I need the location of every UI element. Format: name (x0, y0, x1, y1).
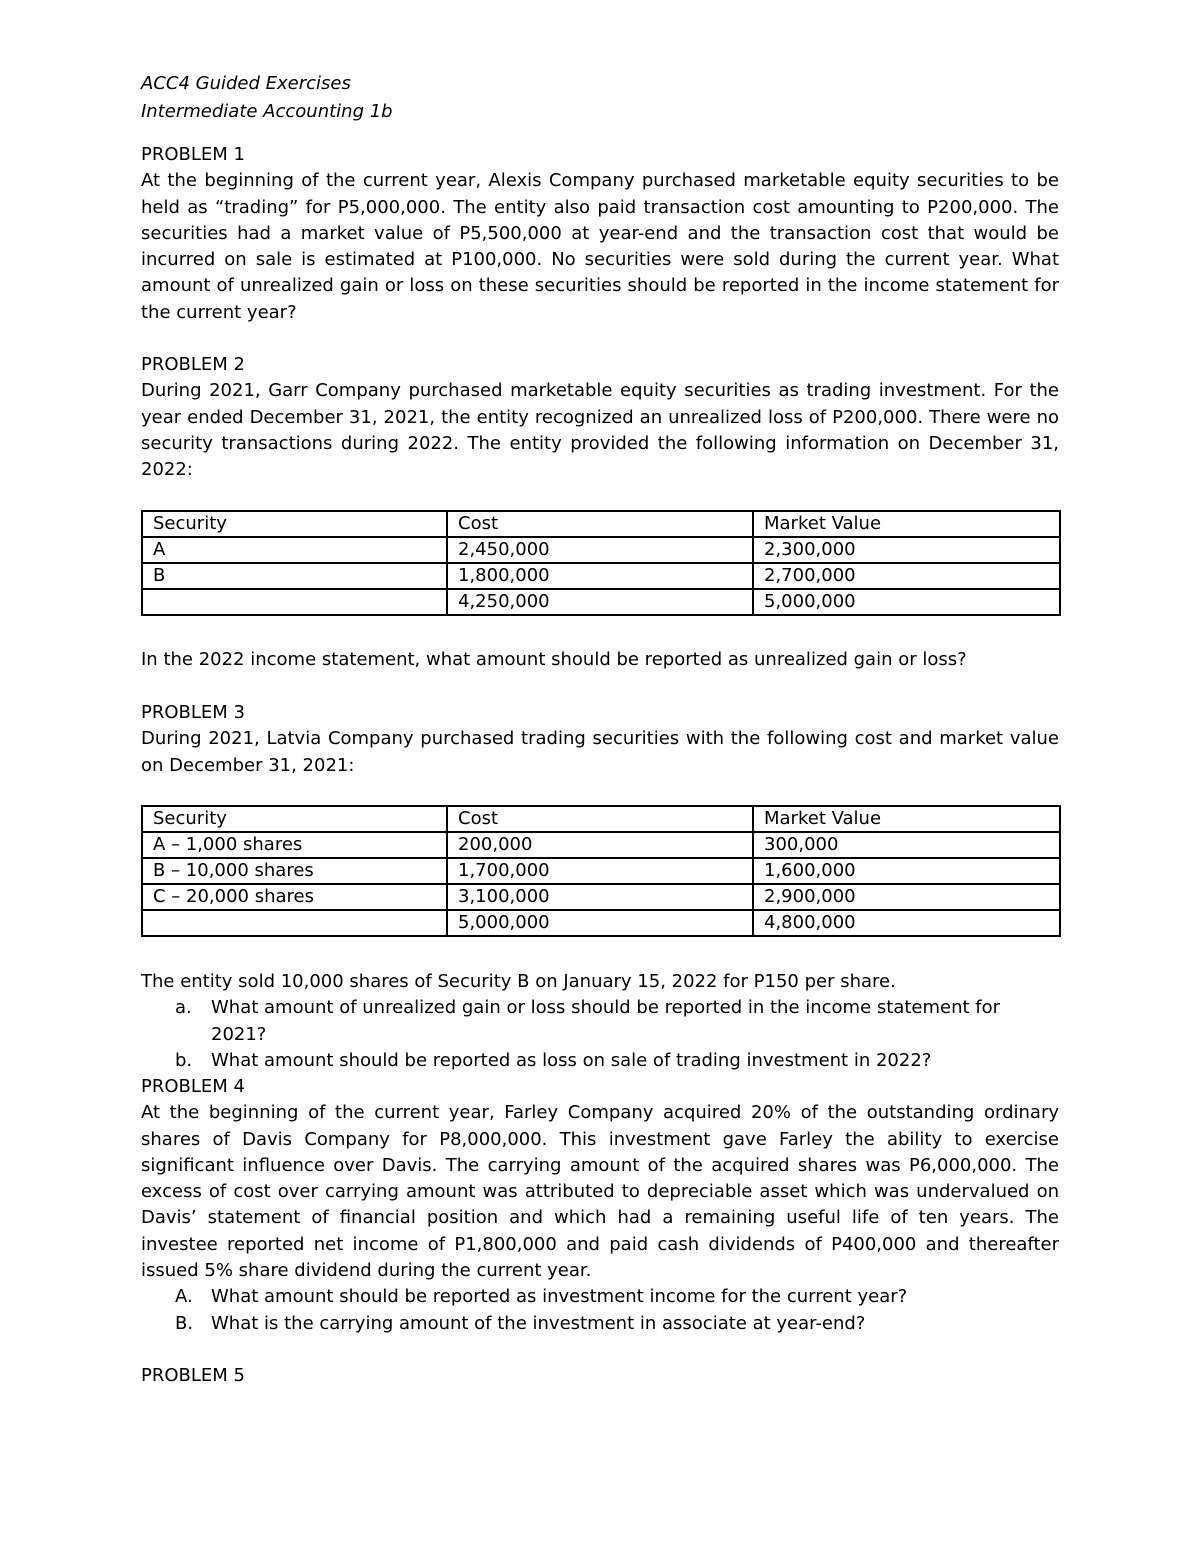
problem-4-text: At the beginning of the current year, Farley Company acquired 20% of the outstanding ordinary shares of Davis Company for P8,000,000. This investment gave Farley the ability to exercise significant influence over Davis. The carrying amount of the acquired shares was P6,000,000. The excess of cost over carrying amount was attributed to depreciable asset which was undervalued on Davis’ statement of financial position and which had a remaining useful life of ten years. The investee reported net income of P1,800,000 and paid cash dividends of P400,000 and thereafter issued 5% share dividend during the current year. (141, 1102, 1059, 1282)
table-cell: 2,300,000 (753, 537, 1060, 563)
list-marker: B. (175, 1312, 194, 1334)
problem-3-sale-text: The entity sold 10,000 shares of Security B on January 15, 2022 for P150 per share. (141, 971, 896, 992)
problem-1 (141, 142, 1059, 326)
table-cell: 1,600,000 (753, 858, 1060, 884)
list-marker: a. (175, 997, 192, 1019)
document-title: ACC4 Guided Exercises (141, 73, 351, 94)
table-header-cell: Cost (447, 806, 753, 832)
table-row (142, 858, 1060, 884)
problem-2-text: During 2021, Garr Company purchased marketable equity securities as trading investment. For the year ended December 31, 2021, the entity recognized an unrealized loss of P200,000. There were no security transactions during 2022. The entity provided the following information on December 31, 2022: (141, 380, 1059, 481)
question-text: What is the carrying amount of the investment in associate at year-end? (211, 1312, 866, 1334)
table-cell: C – 20,000 shares (142, 884, 447, 910)
list-marker: b. (175, 1049, 193, 1071)
problem-3-table (141, 805, 1061, 937)
problem-4-heading: PROBLEM 4 (141, 1076, 245, 1097)
list-item (141, 995, 1059, 1048)
table-header-row (142, 806, 1060, 832)
table-total-row (142, 910, 1060, 936)
table-cell: B (142, 563, 447, 589)
problem-3-text: During 2021, Latvia Company purchased trading securities with the following cost and market value on December 31, 2021: (141, 728, 1059, 776)
problem-2 (141, 352, 1059, 483)
table-cell: 5,000,000 (753, 589, 1060, 615)
table-header-cell: Cost (447, 511, 753, 537)
list-marker: A. (175, 1286, 193, 1308)
table-row (142, 884, 1060, 910)
table-row (142, 537, 1060, 563)
problem-2-question: In the 2022 income statement, what amount should be reported as unrealized gain or loss? (141, 649, 967, 670)
question-text: What amount should be reported as loss on sale of trading investment in 2022? (211, 1049, 932, 1071)
table-cell: A – 1,000 shares (142, 832, 447, 858)
question-text: What amount should be reported as investment income for the current year? (211, 1286, 908, 1308)
table-cell: 4,800,000 (753, 910, 1060, 936)
question-text: What amount of unrealized gain or loss should be reported in the income statement for 2021? (211, 997, 1001, 1045)
list-item (141, 1048, 1059, 1074)
problem-3 (141, 700, 1059, 779)
problem-3-questions (141, 995, 1059, 1074)
problem-2-heading: PROBLEM 2 (141, 354, 245, 375)
problem-5-heading: PROBLEM 5 (141, 1365, 245, 1386)
problem-5 (141, 1363, 1059, 1389)
problem-1-heading: PROBLEM 1 (141, 144, 245, 165)
table-header-cell: Security (142, 806, 447, 832)
table-cell: 5,000,000 (447, 910, 753, 936)
problem-4 (141, 1074, 1059, 1337)
table-cell: 1,700,000 (447, 858, 753, 884)
table-cell: 2,700,000 (753, 563, 1060, 589)
table-header-cell: Market Value (753, 806, 1060, 832)
table-cell: 2,900,000 (753, 884, 1060, 910)
table-cell: 4,250,000 (447, 589, 753, 615)
table-cell (142, 910, 447, 936)
table-header-cell: Security (142, 511, 447, 537)
document-header (141, 70, 1059, 126)
problem-4-questions (141, 1284, 1059, 1337)
table-cell: 1,800,000 (447, 563, 753, 589)
problem-3-after (141, 969, 1059, 1074)
problem-2-table (141, 510, 1061, 616)
table-header-cell: Market Value (753, 511, 1060, 537)
list-item (141, 1284, 1059, 1310)
problem-3-heading: PROBLEM 3 (141, 702, 245, 723)
table-cell: A (142, 537, 447, 563)
table-cell: B – 10,000 shares (142, 858, 447, 884)
table-cell: 2,450,000 (447, 537, 753, 563)
table-row (142, 832, 1060, 858)
table-cell: 3,100,000 (447, 884, 753, 910)
table-cell: 300,000 (753, 832, 1060, 858)
table-cell (142, 589, 447, 615)
table-row (142, 563, 1060, 589)
document-subtitle: Intermediate Accounting 1b (141, 101, 393, 122)
problem-1-text: At the beginning of the current year, Alexis Company purchased marketable equity securities to be held as “trading” for P5,000,000. The entity also paid transaction cost amounting to P200,000. The securities had a market value of P5,500,000 at year-end and the transaction cost that would be incurred on sale is estimated at P100,000. No securities were sold during the current year. What amount of unrealized gain or loss on these securities should be reported in the income statement for the current year? (141, 170, 1059, 323)
table-header-row (142, 511, 1060, 537)
table-cell: 200,000 (447, 832, 753, 858)
table-total-row (142, 589, 1060, 615)
list-item (141, 1311, 1059, 1337)
